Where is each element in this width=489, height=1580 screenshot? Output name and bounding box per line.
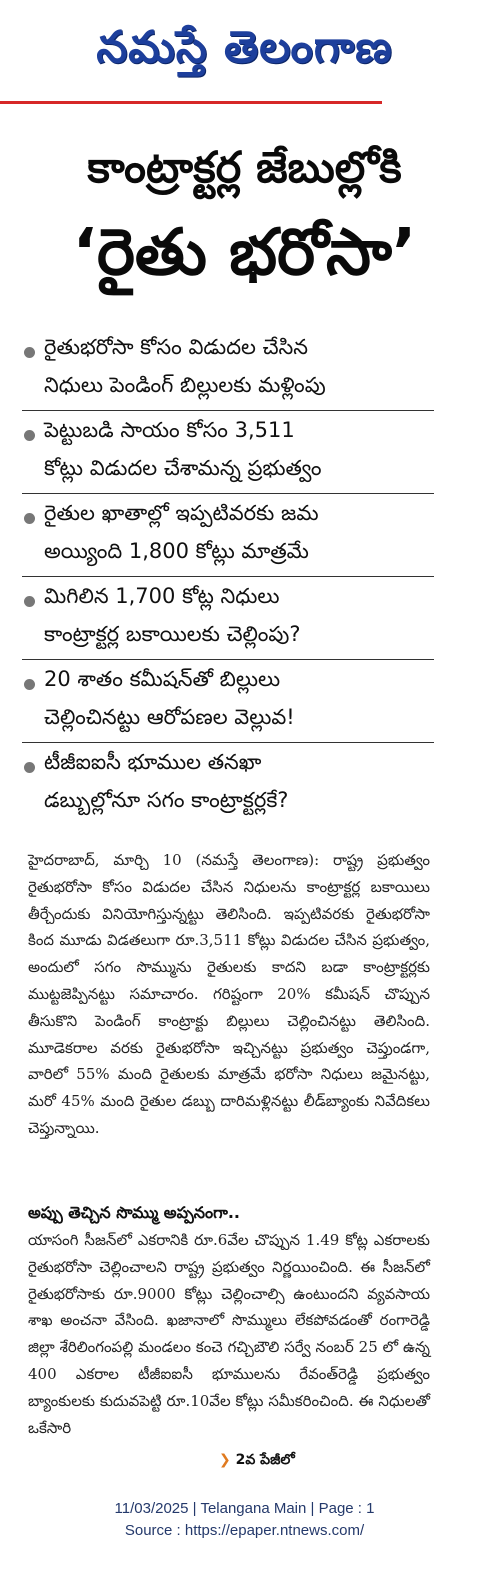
newspaper-logo: నమస్తే తెలంగాణ xyxy=(96,22,393,73)
article-paragraph: హైదరాబాద్, మార్చి 10 (నమస్తే తెలంగాణ): రాష్ట్ర ప్రభుత్వం రైతుభరోసా కోసం విడుదల చేసిన నిధులను కాంట్రాక్టర్ల బకాయిలు తీర్చేందుకు వినియోగిస్తున్నట్టు తెలిసింది. ఇప్పటివరకు రైతుభరోసా కింద మూడు విడతలుగా రూ.3,511 కోట్లు విడుదల చేసిన ప్రభుత్వం, అందులో సగం సొమ్మును రైతులకు కాదని బడా కాంట్రాక్టర్లకు ముట్టజెప్పినట్టు సమాచారం. గరిష్టంగా 20% కమీషన్ చొప్పున తీసుకొని పెండింగ్ కాంట్రాక్టు బిల్లులు చెల్లించినట్టు తెలిసింది. మూడెకరాల వరకు రైతుభరోసా ఇచ్చినట్టు ప్రభుత్వం చెప్తుండగా, వారిలో 55% మంది రైతులకు మాత్రమే భరోసా నిధులు జమైనట్టు, మరో 45% మంది రైతుల డబ్బు దారిమళ్లినట్టు లీడ్‌బ్యాంకు నివేదికలు చెప్తున్నాయి. xyxy=(28,851,430,1137)
bullet-dot-icon xyxy=(24,762,35,773)
article-paragraph: యాసంగి సీజన్‌లో ఎకరానికి రూ.6వేల చొప్పున 1.49 కోట్ల ఎకరాలకు రైతుభరోసా చెల్లించాలని రాష్ట్ర ప్రభుత్వం నిర్ణయించింది. ఈ సీజన్‌లో రైతుభరోసాకు రూ.9000 కోట్లు చెల్లించాల్సి ఉంటుందని వ్యవసాయ శాఖ అంచనా వేసింది. ఖజానాలో సొమ్ములు లేకపోవడంతో రంగారెడ్డి జిల్లా శేరిలింగంపల్లి మండలం కంచె గచ్చిబౌలి సర్వే నంబర్ 25 లో ఉన్న 400 ఎకరాల టీజీఐఐసీ భూములను రేవంత్‌రెడ్డి ప్రభుత్వం బ్యాంకులకు కుదువపెట్టి రూ.10వేల కోట్లు సమీకరించింది. ఈ నిధులతో ఒకేసారి xyxy=(28,1231,430,1437)
arrow-icon: ❯ xyxy=(219,1452,231,1468)
bullet-text: రైతుభరోసా కోసం విడుదల చేసిన xyxy=(44,335,309,359)
bullet-text: నిధులు పెండింగ్ బిల్లులకు మళ్లింపు xyxy=(44,373,326,397)
footer-edition-info: 11/03/2025 | Telangana Main | Page : 1 xyxy=(114,1500,375,1517)
bullet-text: పెట్టుబడి సాయం కోసం 3,511 xyxy=(44,418,295,442)
bullet-text: టీజీఐఐసీ భూముల తనఖా xyxy=(44,750,262,774)
bullet-text: 20 శాతం కమీషన్‌తో బిల్లులు xyxy=(44,667,281,691)
masthead-rule xyxy=(0,101,382,104)
bullet-dot-icon xyxy=(24,679,35,690)
bullet-item xyxy=(22,577,434,660)
article-subhead: అప్పు తెచ్చిన సొమ్ము అప్పనంగా.. xyxy=(28,1203,241,1222)
bullet-dot-icon xyxy=(24,347,35,358)
page-footer xyxy=(0,1498,489,1542)
bullet-item xyxy=(22,411,434,494)
bullet-text: చెల్లించినట్టు ఆరోపణల వెల్లువ! xyxy=(44,705,295,729)
bullet-dot-icon xyxy=(24,513,35,524)
continued-label: 2వ పేజీలో xyxy=(235,1452,295,1468)
bullet-item xyxy=(22,328,434,411)
bullet-dot-icon xyxy=(24,430,35,441)
bullet-list xyxy=(22,328,434,826)
bullet-item xyxy=(22,494,434,577)
bullet-dot-icon xyxy=(24,596,35,607)
masthead xyxy=(0,0,489,105)
bullet-text: మిగిలిన 1,700 కోట్ల నిధులు xyxy=(44,584,280,608)
bullet-item xyxy=(22,743,434,826)
bullet-text: అయ్యింది 1,800 కోట్లు మాత్రమే xyxy=(44,539,309,563)
headline-line-2: ‘రైతు భరోసా’ xyxy=(72,216,417,290)
headline-line-1: కాంట్రాక్టర్ల జేబుల్లోకి xyxy=(87,143,402,193)
bullet-text: రైతుల ఖాతాల్లో ఇప్పటివరకు జమ xyxy=(44,501,319,525)
bullet-text: కోట్లు విడుదల చేశామన్న ప్రభుత్వం xyxy=(44,456,322,480)
footer-source-link[interactable]: Source : https://epaper.ntnews.com/ xyxy=(124,1522,365,1539)
bullet-item xyxy=(22,660,434,743)
bullet-text: డబ్బుల్లోనూ సగం కాంట్రాక్టర్లకే? xyxy=(44,788,289,812)
bullet-text: కాంట్రాక్టర్ల బకాయిలకు చెల్లింపు? xyxy=(44,622,301,646)
continued-on-page[interactable] xyxy=(219,1449,295,1471)
